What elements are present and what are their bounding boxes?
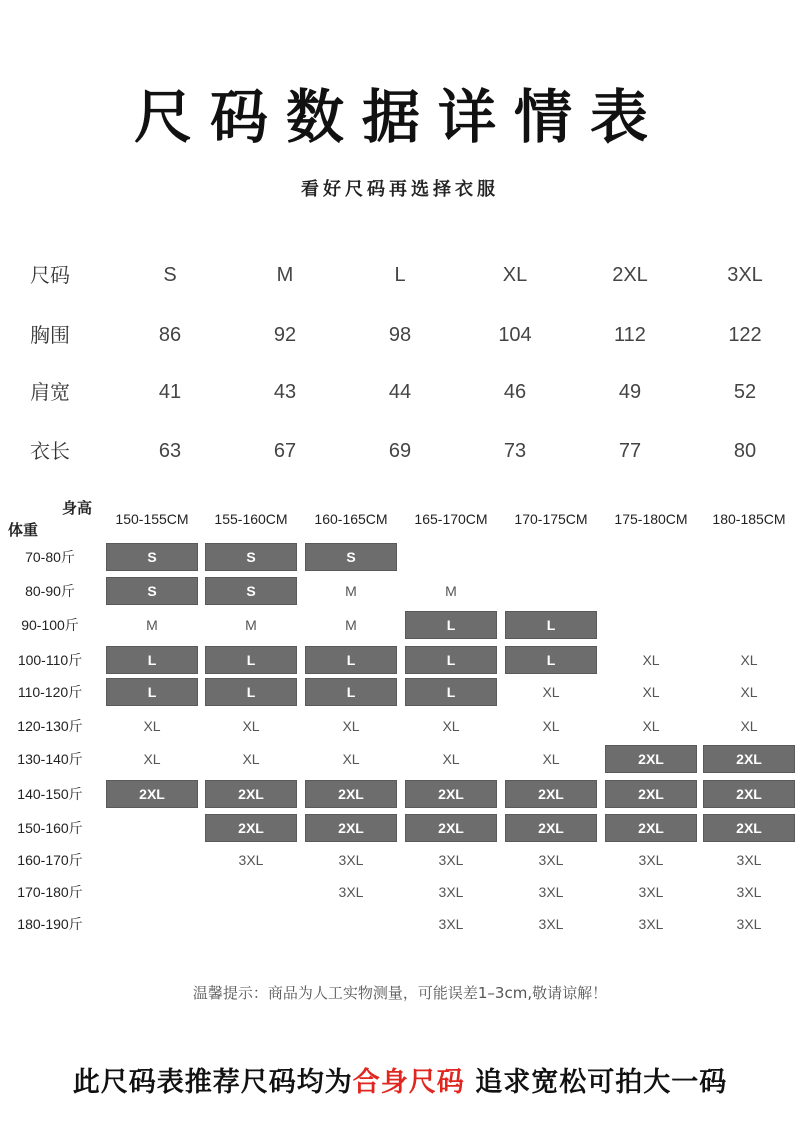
weight-row-header: 80-90斤 — [25, 583, 75, 599]
measure-cell: 63 — [158, 440, 182, 462]
weight-row-header: 150-160斤 — [17, 820, 83, 836]
recommended-size-cell: S — [205, 543, 297, 571]
banner-text-2: 追求宽松可拍大一码 — [464, 1067, 728, 1098]
weight-row-header: 110-120斤 — [17, 684, 83, 700]
recommended-size-cell: 2XL — [703, 745, 795, 773]
measure-cell: 73 — [503, 440, 527, 462]
recommended-size-cell: L — [305, 646, 397, 674]
recommended-size-cell: 2XL — [106, 780, 198, 808]
measure-row-label: 肩宽 — [30, 380, 70, 404]
size-cell: XL — [542, 718, 560, 734]
size-cell: 3XL — [736, 884, 762, 900]
size-cell: 3XL — [438, 884, 464, 900]
recommended-size-cell: 2XL — [605, 745, 697, 773]
recommended-size-cell: 2XL — [405, 780, 497, 808]
size-cell: XL — [342, 718, 360, 734]
measure-cell: 67 — [273, 440, 297, 462]
recommended-size-cell: L — [106, 678, 198, 706]
size-cell: 3XL — [538, 916, 564, 932]
measure-cell: S — [163, 264, 177, 286]
size-cell: M — [146, 617, 158, 633]
weight-row-header: 180-190斤 — [17, 916, 83, 932]
size-cell: XL — [740, 684, 758, 700]
size-cell: 3XL — [538, 852, 564, 868]
weight-row-header: 90-100斤 — [21, 617, 79, 633]
size-cell: 3XL — [538, 884, 564, 900]
weight-row-header: 100-110斤 — [17, 652, 83, 668]
recommended-size-cell: 2XL — [405, 814, 497, 842]
measure-cell: M — [276, 264, 294, 286]
measurement-table — [0, 0, 800, 480]
recommended-size-cell: S — [205, 577, 297, 605]
recommended-size-cell: 2XL — [703, 780, 795, 808]
height-column-header: 165-170CM — [414, 511, 488, 527]
page-title: 尺码数据详情表 — [133, 83, 666, 151]
measure-row — [0, 431, 800, 471]
measure-row — [0, 372, 800, 412]
size-cell: 3XL — [438, 916, 464, 932]
size-cell: M — [445, 583, 457, 599]
size-cell: 3XL — [736, 916, 762, 932]
measure-cell: 80 — [733, 440, 757, 462]
recommended-size-cell: L — [106, 646, 198, 674]
size-cell: XL — [143, 751, 161, 767]
size-cell: 3XL — [438, 852, 464, 868]
size-cell: 3XL — [736, 852, 762, 868]
weight-corner-label: 体重 — [8, 521, 39, 539]
recommended-size-cell: L — [205, 646, 297, 674]
recommended-size-cell: 2XL — [505, 814, 597, 842]
measure-cell: 86 — [158, 324, 182, 346]
size-cell: XL — [542, 751, 560, 767]
size-cell: XL — [442, 751, 460, 767]
size-cell: XL — [642, 684, 660, 700]
height-column-header: 150-155CM — [115, 511, 189, 527]
height-column-header: 155-160CM — [214, 511, 288, 527]
size-cell: 3XL — [638, 916, 664, 932]
size-cell: XL — [242, 751, 260, 767]
measure-cell: 98 — [388, 324, 412, 346]
size-cell: XL — [542, 684, 560, 700]
size-cell: M — [245, 617, 257, 633]
recommended-size-cell: S — [106, 543, 198, 571]
weight-row-header: 70-80斤 — [25, 549, 75, 565]
measure-cell: 112 — [614, 324, 646, 346]
measure-cell: 69 — [388, 440, 412, 462]
size-cell: XL — [740, 652, 758, 668]
size-cell: M — [345, 617, 357, 633]
weight-row-header: 140-150斤 — [17, 786, 83, 802]
size-recommendation-grid — [0, 495, 800, 945]
measure-cell: XL — [502, 264, 528, 286]
measure-cell: 3XL — [727, 264, 763, 286]
height-column-header: 160-165CM — [314, 511, 388, 527]
banner-highlight: 合身尺码 — [352, 1067, 465, 1098]
recommended-size-cell: 2XL — [505, 780, 597, 808]
size-cell: XL — [442, 718, 460, 734]
size-cell: XL — [740, 718, 758, 734]
weight-row-header: 170-180斤 — [17, 884, 83, 900]
size-cell: XL — [242, 718, 260, 734]
recommended-size-cell: L — [405, 646, 497, 674]
measure-cell: L — [394, 264, 406, 286]
measure-cell: 49 — [618, 381, 642, 403]
measure-cell: 41 — [158, 381, 182, 403]
size-cell: XL — [642, 718, 660, 734]
recommended-size-cell: L — [305, 678, 397, 706]
size-cell: XL — [143, 718, 161, 734]
banner-text-1: 此尺码表推荐尺码均为 — [72, 1067, 353, 1098]
measure-row-label: 尺码 — [30, 263, 70, 287]
measure-cell: 92 — [273, 324, 297, 346]
recommended-size-cell: 2XL — [205, 780, 297, 808]
recommended-size-cell: L — [205, 678, 297, 706]
weight-row-header: 130-140斤 — [17, 751, 83, 767]
measure-cell: 52 — [733, 381, 757, 403]
recommended-size-cell: 2XL — [605, 814, 697, 842]
measurement-note: 温馨提示：商品为人工实物测量，可能误差1–3cm,敬请谅解！ — [192, 984, 608, 1002]
size-cell: 3XL — [638, 884, 664, 900]
size-cell: 3XL — [238, 852, 264, 868]
recommended-size-cell: L — [505, 611, 597, 639]
recommended-size-cell: L — [405, 678, 497, 706]
recommended-size-cell: 2XL — [305, 814, 397, 842]
size-cell: 3XL — [638, 852, 664, 868]
height-corner-label: 身高 — [62, 499, 93, 517]
size-cell: 3XL — [338, 884, 364, 900]
fit-recommendation-banner — [0, 1060, 800, 1099]
recommended-size-cell: 2XL — [703, 814, 795, 842]
measure-cell: 122 — [728, 324, 762, 346]
recommended-size-cell: S — [106, 577, 198, 605]
recommended-size-cell: 2XL — [605, 780, 697, 808]
size-cell: XL — [642, 652, 660, 668]
size-cell: XL — [342, 751, 360, 767]
height-column-header: 175-180CM — [614, 511, 688, 527]
measure-cell: 104 — [498, 324, 532, 346]
recommended-size-cell: L — [405, 611, 497, 639]
measure-cell: 46 — [503, 381, 527, 403]
page-subtitle: 看好尺码再选择衣服 — [301, 179, 499, 200]
size-cell: 3XL — [338, 852, 364, 868]
recommended-size-cell: S — [305, 543, 397, 571]
measure-row — [0, 315, 800, 355]
height-column-header: 170-175CM — [514, 511, 588, 527]
weight-row-header: 160-170斤 — [17, 852, 83, 868]
measure-cell: 77 — [618, 440, 642, 462]
measure-cell: 44 — [388, 381, 412, 403]
measure-row-label: 衣长 — [30, 439, 70, 463]
weight-row-header: 120-130斤 — [17, 718, 83, 734]
recommended-size-cell: 2XL — [205, 814, 297, 842]
measure-row-label: 胸围 — [30, 323, 70, 347]
measure-cell: 2XL — [612, 264, 648, 286]
height-column-header: 180-185CM — [712, 511, 786, 527]
recommended-size-cell: 2XL — [305, 780, 397, 808]
measure-row — [0, 255, 800, 295]
recommended-size-cell: L — [505, 646, 597, 674]
size-cell: M — [345, 583, 357, 599]
measure-cell: 43 — [273, 381, 297, 403]
